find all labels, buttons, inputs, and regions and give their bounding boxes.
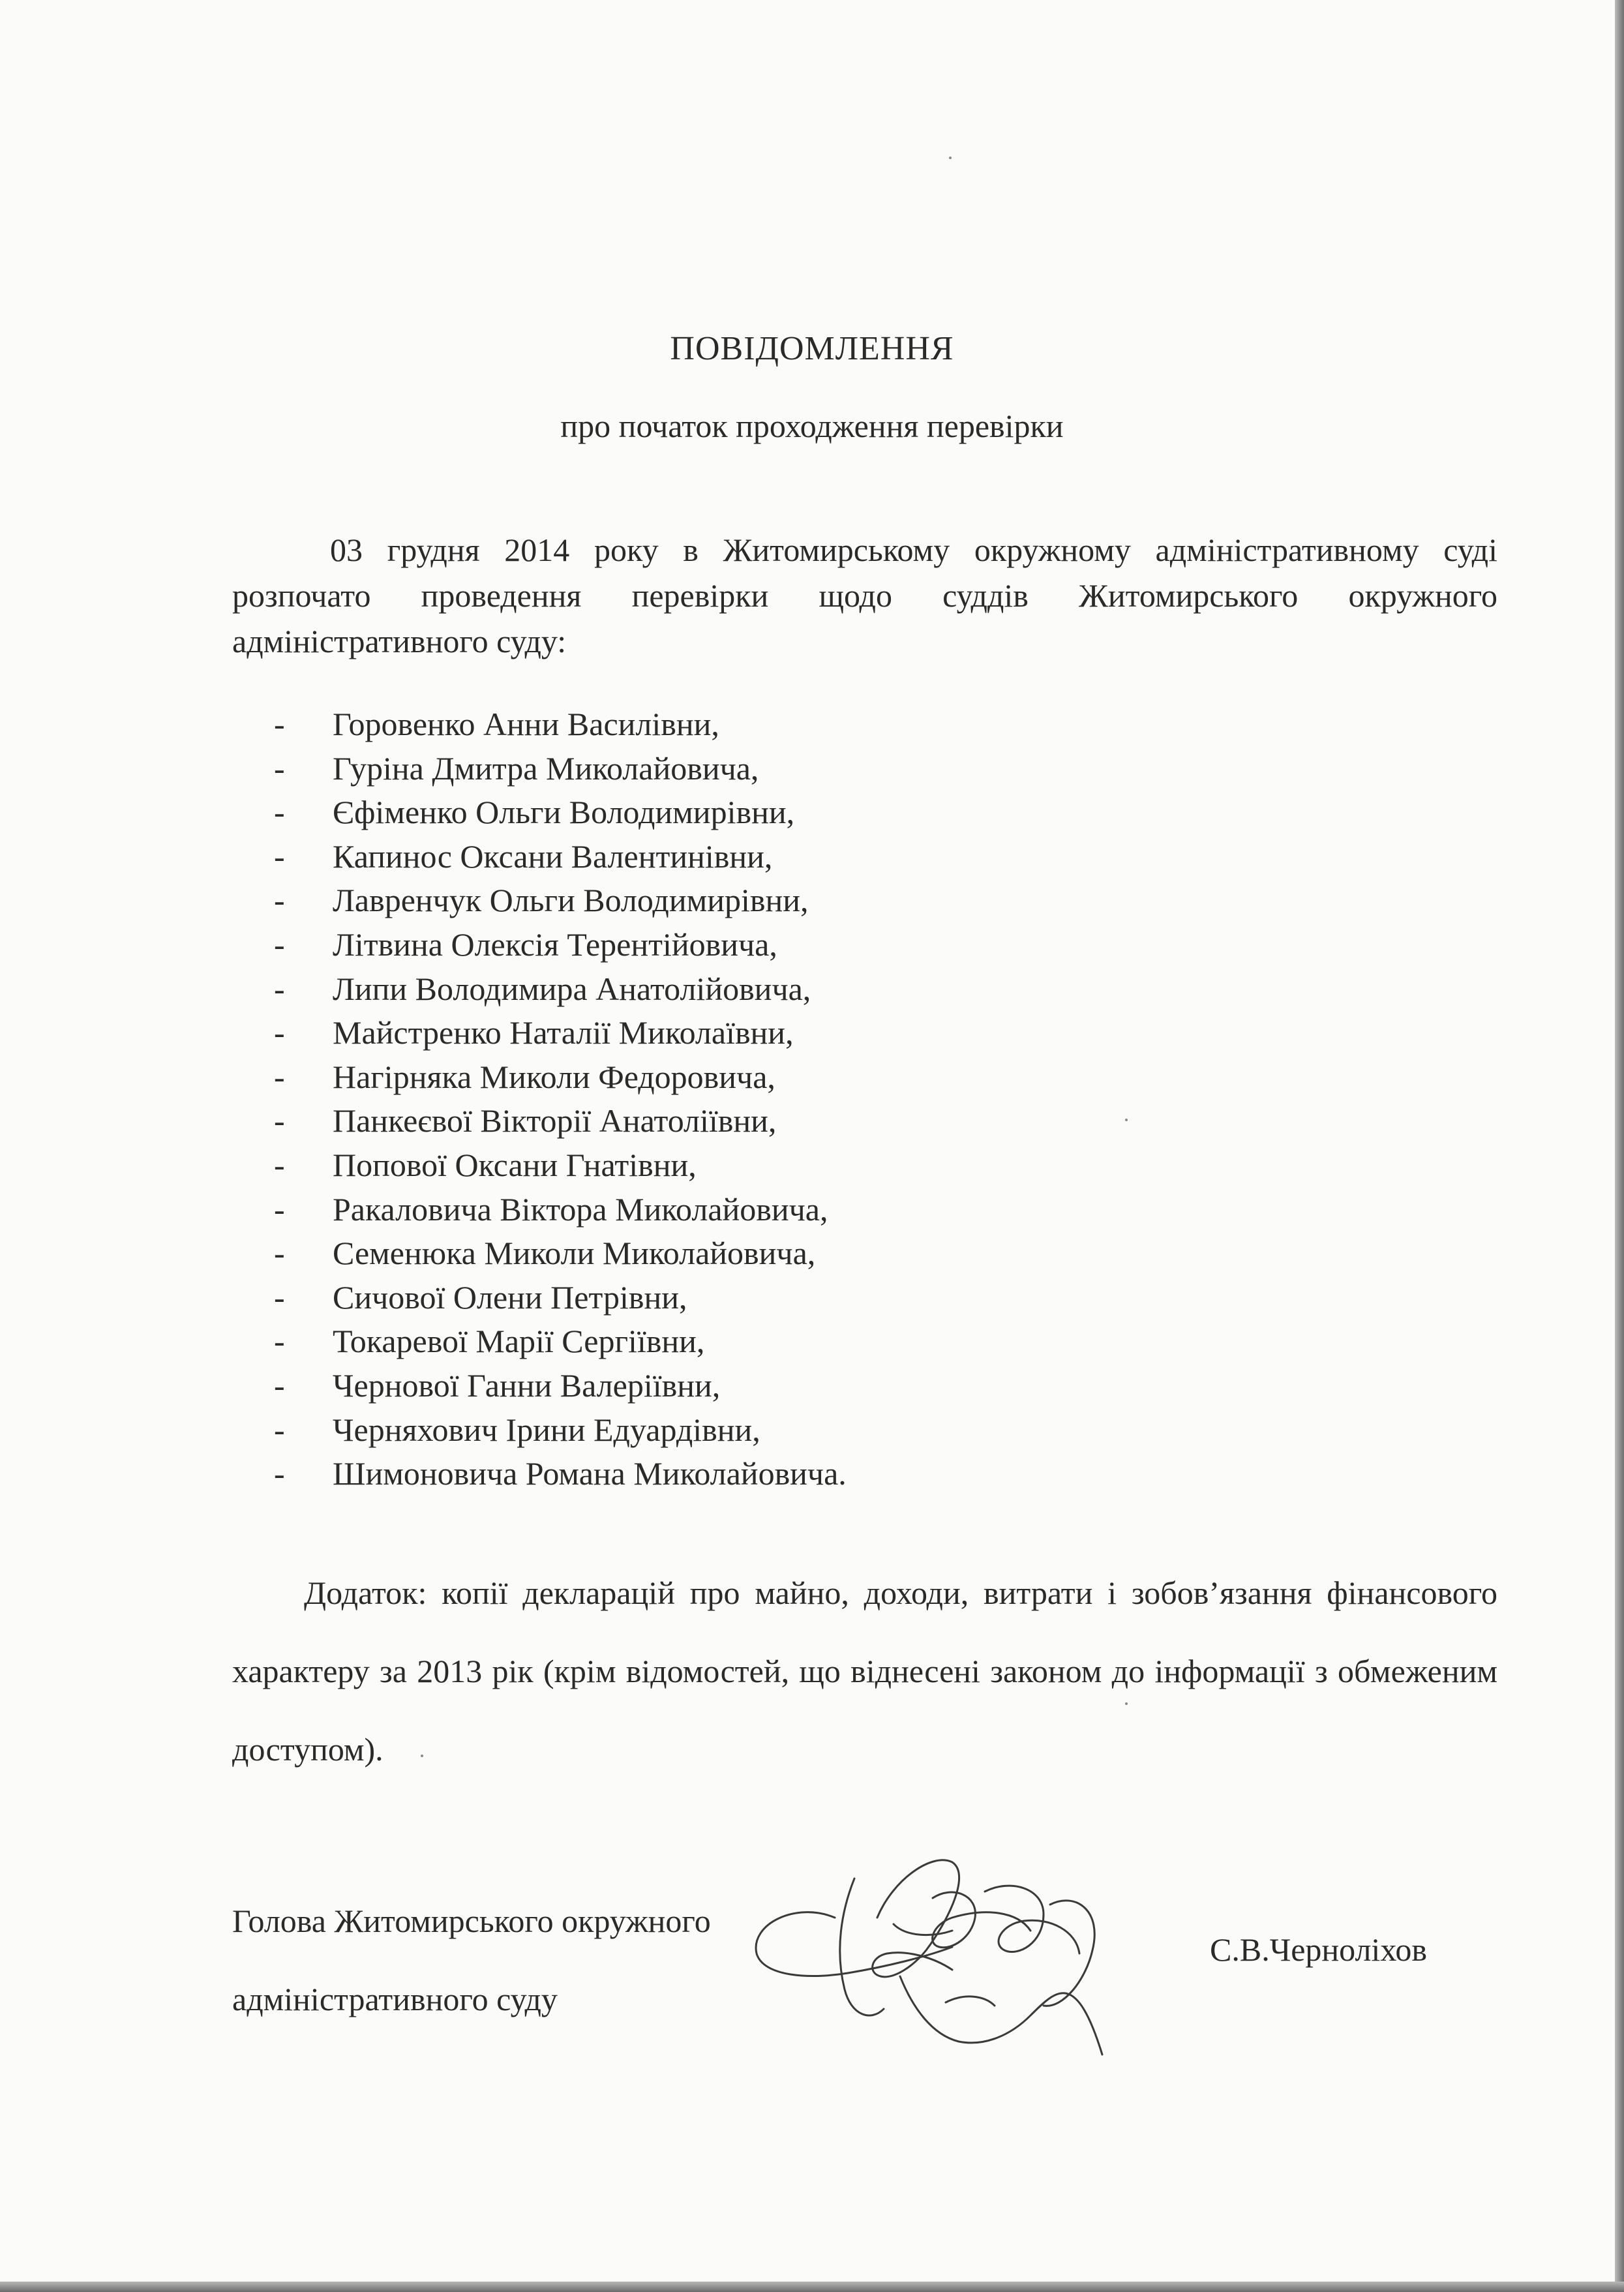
judge-name: Попової Оксани Гнатівни, bbox=[333, 1146, 697, 1183]
judge-name: Лавренчук Ольги Володимирівни, bbox=[333, 882, 809, 919]
list-dash: - bbox=[274, 1235, 285, 1272]
list-dash: - bbox=[274, 1411, 285, 1448]
list-item bbox=[274, 1364, 847, 1408]
list-dash: - bbox=[274, 1102, 285, 1139]
list-dash: - bbox=[274, 882, 285, 919]
document-subtitle: про початок проходження перевірки bbox=[560, 408, 1064, 444]
list-item bbox=[274, 835, 847, 879]
list-item bbox=[274, 1276, 847, 1320]
judge-name: Літвина Олексія Терентійовича, bbox=[333, 926, 777, 963]
judge-name: Черняхович Ірини Едуардівни, bbox=[333, 1411, 760, 1448]
list-dash: - bbox=[274, 794, 285, 831]
list-dash: - bbox=[274, 1058, 285, 1095]
list-item bbox=[274, 1188, 847, 1232]
judge-name: Єфіменко Ольги Володимирівни, bbox=[333, 794, 795, 831]
list-item bbox=[274, 702, 847, 747]
list-dash: - bbox=[274, 1014, 285, 1051]
list-dash: - bbox=[274, 1366, 285, 1404]
list-item bbox=[274, 967, 847, 1012]
document-title: ПОВІДОМЛЕННЯ bbox=[670, 330, 954, 367]
scan-speck bbox=[1125, 1702, 1128, 1705]
judge-name: Шимоновича Романа Миколайовича. bbox=[333, 1455, 847, 1492]
list-item bbox=[274, 1011, 847, 1055]
signatory-name: С.В.Черноліхов bbox=[1210, 1931, 1428, 1968]
judges-list bbox=[274, 702, 847, 1496]
judge-name: Майстренко Наталії Миколаївни, bbox=[333, 1014, 794, 1051]
scan-edge-bottom bbox=[0, 2282, 1624, 2292]
list-dash: - bbox=[274, 970, 285, 1007]
judge-name: Чернової Ганни Валеріївни, bbox=[333, 1366, 721, 1404]
scan-edge-right bbox=[1615, 0, 1624, 2292]
list-dash: - bbox=[274, 1455, 285, 1492]
list-item bbox=[274, 1319, 847, 1364]
handwritten-signature bbox=[737, 1839, 1128, 2081]
judge-name: Капинос Оксани Валентинівни, bbox=[333, 837, 773, 875]
list-item bbox=[274, 1099, 847, 1143]
list-dash: - bbox=[274, 1323, 285, 1360]
judge-name: Гуріна Дмитра Миколайовича, bbox=[333, 749, 759, 787]
intro-paragraph: 03 грудня 2014 року в Житомирському окружному адміністративному суді розпочато проведення перевірки щодо суддів Житомирського окружного адміністративного суду: bbox=[232, 532, 1497, 659]
scan-speck bbox=[949, 157, 952, 159]
judge-name: Семенюка Миколи Миколайовича, bbox=[333, 1235, 816, 1272]
list-item bbox=[274, 791, 847, 835]
signatory-position-line: адміністративного суду bbox=[232, 1981, 558, 2017]
list-dash: - bbox=[274, 1146, 285, 1183]
list-item bbox=[274, 1452, 847, 1496]
judge-name: Панкеєвої Вікторії Анатоліївни, bbox=[333, 1102, 777, 1139]
judge-name: Липи Володимира Анатолійовича, bbox=[333, 970, 811, 1007]
list-dash: - bbox=[274, 749, 285, 787]
judge-name: Ракаловича Віктора Миколайовича, bbox=[333, 1190, 828, 1228]
list-item bbox=[274, 1055, 847, 1100]
list-dash: - bbox=[274, 926, 285, 963]
scan-speck bbox=[1125, 1119, 1128, 1121]
judge-name: Горовенко Анни Василівни, bbox=[333, 706, 719, 742]
list-item bbox=[274, 747, 847, 791]
list-dash: - bbox=[274, 837, 285, 875]
judge-name: Токаревої Марії Сергіївни, bbox=[333, 1323, 705, 1360]
list-dash: - bbox=[274, 1278, 285, 1316]
signatory-position bbox=[232, 1882, 711, 2038]
list-item bbox=[274, 1408, 847, 1453]
attachment-paragraph: Додаток: копії декларацій про майно, доходи, витрати і зобов’язання фінансового характеру за 2013 рік (крім відомостей, що віднесені законом до інформації з обмеженим доступом). bbox=[232, 1575, 1497, 1768]
list-item bbox=[274, 1143, 847, 1188]
scan-speck bbox=[421, 1755, 423, 1757]
list-dash: - bbox=[274, 1190, 285, 1228]
judge-name: Нагірняка Миколи Федоровича, bbox=[333, 1058, 775, 1095]
judge-name: Сичової Олени Петрівни, bbox=[333, 1278, 687, 1316]
list-dash: - bbox=[274, 706, 285, 742]
list-item bbox=[274, 923, 847, 967]
signatory-position-line: Голова Житомирського окружного bbox=[232, 1903, 711, 1939]
list-item bbox=[274, 879, 847, 923]
list-item bbox=[274, 1231, 847, 1276]
